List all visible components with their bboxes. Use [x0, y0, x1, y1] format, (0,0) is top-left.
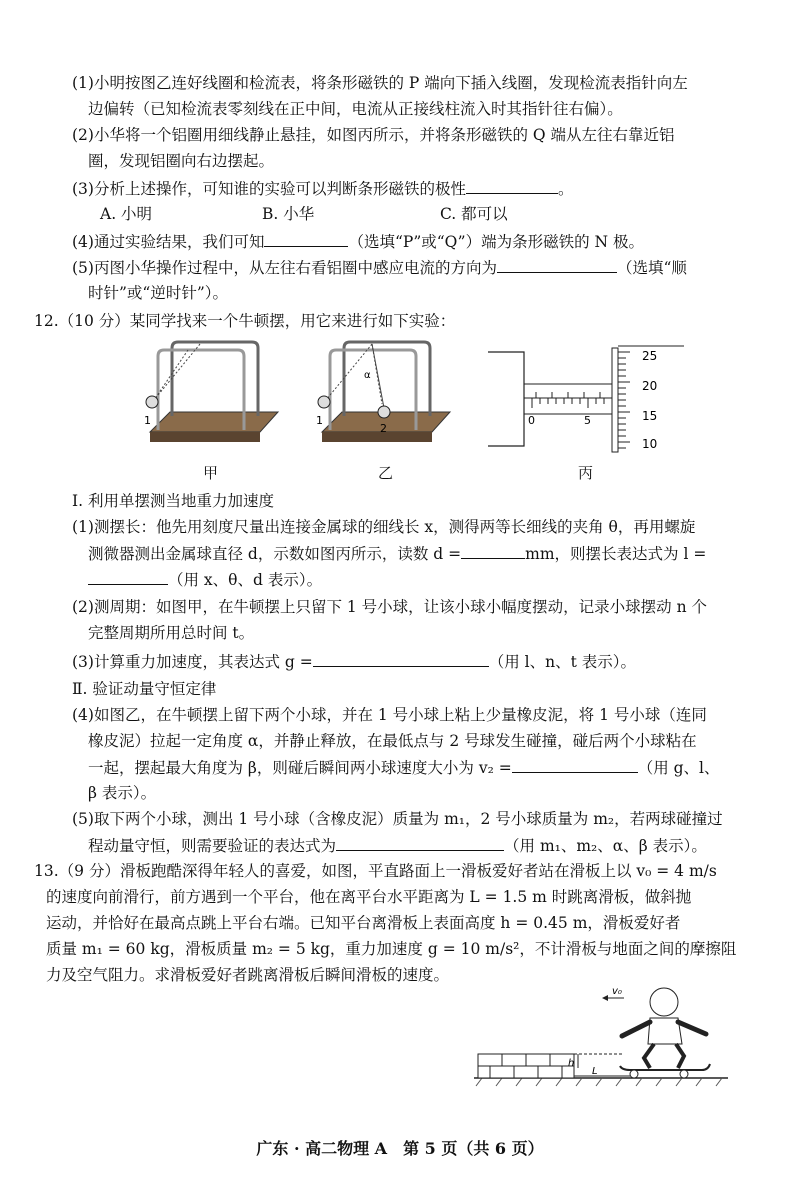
q11-line-5a — [72, 256, 687, 279]
q12-q1-blank-d[interactable] — [461, 542, 525, 559]
q11-q3-text: (3)分析上述操作，可知谁的实验可以判断条形磁铁的极性 — [72, 180, 466, 198]
ball-1-label: 1 — [144, 414, 151, 427]
q12-line-4a: (4)如图乙，在牛顿摆上留下两个小球，并在 1 号小球上粘上少量橡皮泥，将 1 号小球（连同 — [72, 706, 707, 724]
q12-q5-text: 程动量守恒，则需要验证的表达式为 — [88, 837, 337, 855]
main-scale-label-0: 0 — [528, 414, 535, 427]
q11-line-2a: (2)小华将一个铝圈用细线静止悬挂，如图丙所示，并将条形磁铁的 Q 端从左往右靠近铝 — [72, 126, 675, 144]
q11-q5-blank[interactable] — [497, 256, 617, 273]
q12-line-4b: 橡皮泥）拉起一定角度 α，并静止释放，在最低点与 2 号球发生碰撞，碰后两个小球粘在 — [88, 732, 697, 750]
q11-q4-blank[interactable] — [264, 230, 348, 247]
q11-option-c: C. 都可以 — [440, 205, 508, 223]
thimble-label-10: 10 — [642, 437, 658, 451]
q12-line-2a: (2)测周期：如图甲，在牛顿摆上只留下 1 号小球，让该小球小幅度摆动，记录小球摆动 n 个 — [72, 598, 708, 616]
thread-1 — [154, 344, 200, 400]
ball-1 — [146, 396, 158, 408]
q12-q5-tail: （用 m₁、m₂、α、β 表示）。 — [504, 837, 707, 855]
q12-line-5a: (5)取下两个小球，测出 1 号小球（含橡皮泥）质量为 m₁，2 号小球质量为 m₂，若两球碰撞过 — [72, 810, 723, 828]
q12-section-2: Ⅱ. 验证动量守恒定律 — [72, 680, 217, 698]
micrometer-frame — [488, 352, 524, 446]
q12-heading: 12.（10 分）某同学找来一个牛顿摆，用它来进行如下实验： — [34, 312, 456, 330]
skater-legs — [644, 1044, 684, 1068]
q12-line-3 — [72, 650, 636, 673]
distance-L-label: L — [592, 1066, 598, 1077]
thimble-ticks — [618, 352, 630, 448]
q11-line-3 — [72, 177, 573, 200]
q12-line-1a: (1)测摆长：他先用刻度尺量出连接金属球的细线长 x，测得两等长细线的夹角 θ，再用螺旋 — [72, 518, 696, 536]
q11-line-5c: 时针”或“逆时针”）。 — [88, 284, 229, 302]
skater-head — [650, 988, 678, 1016]
q12-q4-tail: （用 g、l、 — [637, 759, 720, 777]
q11-line-1b: 边偏转（已知检流表零刻线在正中间，电流从正接线柱流入时其指针往右偏）。 — [88, 100, 623, 118]
main-scale-label-5: 5 — [584, 414, 591, 427]
figure-jia-newton-cradle — [140, 334, 300, 454]
q11-q3-end: 。 — [557, 180, 574, 198]
skater-right-arm — [678, 1022, 706, 1034]
micrometer-sleeve — [524, 384, 612, 414]
q12-line-2b: 完整周期所用总时间 t。 — [88, 624, 255, 642]
velocity-v0-label: v₀ — [612, 986, 622, 997]
ball-2 — [378, 406, 390, 418]
velocity-arrowhead — [602, 995, 608, 1001]
thread-2 — [372, 344, 384, 408]
figure-caption-yi: 乙 — [378, 464, 394, 482]
q11-line-2b: 圈，发现铝圈向右边摆起。 — [88, 152, 275, 170]
q12-line-4c — [88, 756, 720, 779]
q13-line-4: 质量 m₁ = 60 kg，滑板质量 m₂ = 5 kg，重力加速度 g = 10 m/s²，不计滑板与地面之间的摩擦阻 — [46, 940, 737, 958]
q13-line-5: 力及空气阻力。求滑板爱好者跳离滑板后瞬间滑板的速度。 — [46, 966, 450, 984]
q12-section-1: Ⅰ. 利用单摆测当地重力加速度 — [72, 492, 274, 510]
figure-caption-bing: 丙 — [578, 464, 594, 482]
q11-line-4 — [72, 230, 644, 253]
ball-2-label: 2 — [380, 422, 387, 435]
q11-q5-text: (5)丙图小华操作过程中，从左往右看铝圈中感应电流的方向为 — [72, 259, 497, 277]
q12-q3-text: (3)计算重力加速度，其表达式 g = — [72, 653, 313, 671]
figure-skateboard — [472, 980, 732, 1100]
q12-q1-mid: mm，则摆长表达式为 l = — [525, 545, 707, 563]
height-h-label: h — [568, 1058, 575, 1069]
thimble-edge — [612, 348, 618, 452]
figure-bing-micrometer — [484, 338, 694, 458]
figure-yi-newton-cradle — [312, 334, 472, 454]
q12-line-5b — [88, 834, 707, 857]
q11-option-a: A. 小明 — [100, 205, 153, 223]
skater-left-arm — [622, 1022, 650, 1036]
skateboard-wheel-back — [680, 1070, 688, 1078]
q13-line-2: 的速度向前滑行，前方遇到一个平台，他在离平台水平距离为 L = 1.5 m 时跳离滑板，做斜抛 — [46, 888, 692, 906]
ball-1 — [318, 396, 330, 408]
q12-q1-tail: （用 x、θ、d 表示）。 — [168, 571, 323, 589]
thimble-label-20: 20 — [642, 379, 658, 393]
q12-q4-blank-v2[interactable] — [512, 756, 638, 773]
skateboard-deck — [620, 1064, 710, 1070]
q11-q3-blank[interactable] — [466, 177, 558, 194]
q12-line-1b — [88, 542, 706, 565]
thimble-label-25: 25 — [642, 349, 658, 363]
thimble-label-15: 15 — [642, 409, 658, 423]
cradle-base-front — [322, 432, 432, 442]
sleeve-ticks — [532, 392, 604, 408]
skateboard-wheel-front — [630, 1070, 638, 1078]
q12-q4-text: 一起，摆起最大角度为 β，则碰后瞬间两小球速度大小为 v₂ = — [88, 759, 512, 777]
figure-caption-jia: 甲 — [203, 464, 219, 482]
q11-option-b: B. 小华 — [262, 205, 315, 223]
cradle-base-front — [150, 432, 260, 442]
q12-q3-blank-g[interactable] — [313, 650, 489, 667]
q13-line-3: 运动，并恰好在最高点跳上平台右端。已知平台离滑板上表面高度 h = 0.45 m，滑板爱好者 — [46, 914, 681, 932]
ground-hatching — [476, 1078, 722, 1086]
q11-line-1a: (1)小明按图乙连好线圈和检流表，将条形磁铁的 P 端向下插入线圈，发现检流表指针向左 — [72, 74, 688, 92]
q11-q4-tail: （选填“P”或“Q”）端为条形磁铁的 N 极。 — [348, 233, 645, 251]
page-footer: 广东 · 高二物理 A 第 5 页（共 6 页） — [256, 1139, 544, 1158]
brick-platform — [478, 1054, 574, 1078]
angle-alpha-label: α — [364, 370, 371, 381]
q11-q4-text: (4)通过实验结果，我们可知 — [72, 233, 265, 251]
ball-1-label: 1 — [316, 414, 323, 427]
q12-q3-tail: （用 l、n、t 表示）。 — [488, 653, 637, 671]
q12-q1-text: 测微器测出金属球直径 d，示数如图丙所示，读数 d = — [88, 545, 462, 563]
q12-line-4e: β 表示）。 — [88, 784, 157, 802]
q11-q5-tail: （选填“顺 — [616, 259, 687, 277]
q12-q1-blank-l[interactable] — [88, 568, 168, 585]
q12-line-1d — [88, 568, 322, 591]
q13-line-1: 13.（9 分）滑板跑酷深得年轻人的喜爱，如图，平直路面上一滑板爱好者站在滑板上以 v₀ = 4 m/s — [34, 862, 717, 880]
q12-q5-blank[interactable] — [336, 834, 504, 851]
